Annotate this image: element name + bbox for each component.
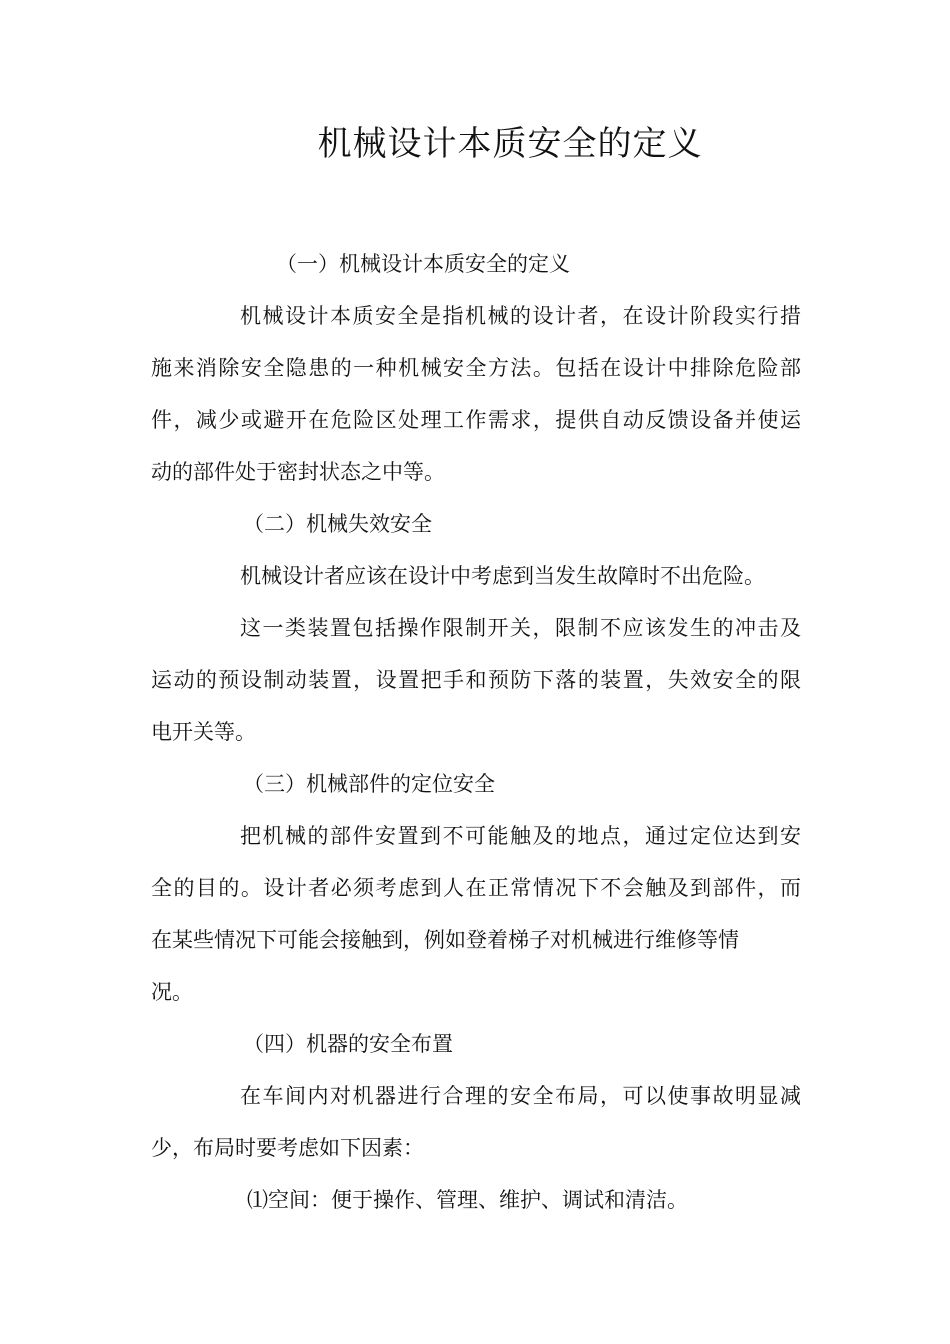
section-heading: （三）机械部件的定位安全	[243, 772, 495, 796]
paragraph-line: 机械设计本质安全是指机械的设计者，在设计阶段实行措	[240, 304, 801, 328]
paragraph-line: 少，布局时要考虑如下因素：	[151, 1136, 424, 1160]
document-body	[151, 238, 801, 1226]
list-item: ⑴空间：便于操作、管理、维护、调试和清洁。	[247, 1188, 688, 1212]
paragraph-line: 电开关等。	[151, 720, 256, 744]
paragraph-line: 在某些情况下可能会接触到，例如登着梯子对机械进行维修等情	[151, 928, 739, 952]
paragraph-line: 况。	[151, 980, 193, 1004]
paragraph-line: 运动的预设制动装置，设置把手和预防下落的装置，失效安全的限	[151, 668, 801, 692]
paragraph-line: 在车间内对机器进行合理的安全布局，可以使事故明显减	[240, 1084, 801, 1108]
document-title: 机械设计本质安全的定义	[317, 124, 703, 164]
paragraph-line: 机械设计者应该在设计中考虑到当发生故障时不出危险。	[240, 564, 765, 588]
section-heading: （二）机械失效安全	[243, 512, 432, 536]
paragraph-line: 这一类装置包括操作限制开关，限制不应该发生的冲击及	[240, 616, 801, 640]
paragraph-line: 件，减少或避开在危险区处理工作需求，提供自动反馈设备并使运	[151, 408, 801, 432]
section-heading: （一）机械设计本质安全的定义	[276, 252, 570, 276]
section-heading: （四）机器的安全布置	[243, 1032, 453, 1056]
paragraph-line: 全的目的。设计者必须考虑到人在正常情况下不会触及到部件，而	[151, 876, 801, 900]
paragraph-line: 把机械的部件安置到不可能触及的地点，通过定位达到安	[240, 824, 801, 848]
paragraph-line: 动的部件处于密封状态之中等。	[151, 460, 445, 484]
paragraph-line: 施来消除安全隐患的一种机械安全方法。包括在设计中排除危险部	[151, 356, 801, 380]
